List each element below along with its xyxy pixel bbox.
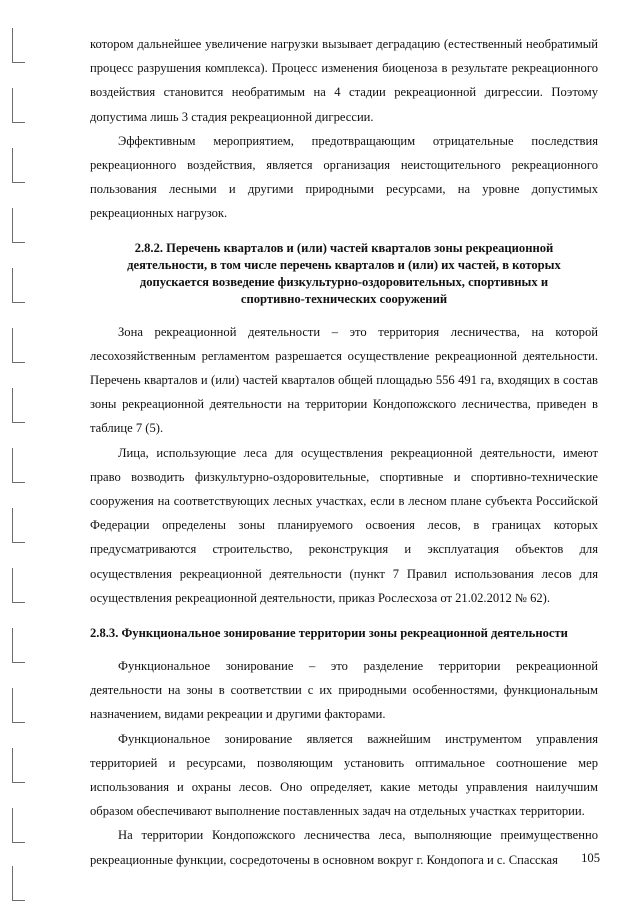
document-body <box>90 32 598 872</box>
binding-mark <box>12 866 25 901</box>
binding-mark <box>12 448 25 483</box>
section-title-2-8-3: 2.8.3. Функциональное зонирование территории зоны рекреационной деятельности <box>90 626 568 641</box>
binding-mark <box>12 748 25 783</box>
binding-mark <box>12 808 25 843</box>
binding-mark <box>12 208 25 243</box>
paragraph-zone-definition: Зона рекреационной деятельности – это территория лесничества, на которой лесохозяйственным регламентом разрешается осуществление рекреационной деятельности. Перечень кварталов и (или) частей кварталов общей площадью 556 491 га, входящих в состав зоны рекреационной деятельности на территории Кондопожского лесничества, приведен в таблице 7 (5). <box>90 324 598 436</box>
paragraph-zoning-definition: Функциональное зонирование – это разделение территории рекреационной деятельности на зоны в соответствии с их природными особенностями, функциональным назначением, видами рекреации и другими факторами. <box>90 659 598 722</box>
binding-mark <box>12 508 25 543</box>
binding-mark <box>12 88 25 123</box>
paragraph-construction-rights: Лица, использующие леса для осуществления рекреационной деятельности, имеют право возводить физкультурно-оздоровительные, спортивные и спортивно-технические сооружения на соответствующих лесных участках, если в лесном плане субъекта Российской Федерации определены зоны планируемого освоения лесов, в границах которых предусматриваются строительство, реконструкция и эксплуатация объектов для осуществления рекреационной деятельности (пункт 7 Правил использования лесов для осуществления рекреационной деятельности, приказ Рослесхоза от 21.02.2012 № 62). <box>90 445 598 605</box>
paragraph-effective-measure: Эффективным мероприятием, предотвращающим отрицательные последствия рекреационного воздействия, является организация неистощительного рекреационного пользования лесными и другими природными ресурсами, на уровне допустимых рекреационных нагрузок. <box>90 133 598 221</box>
binding-marks <box>0 0 40 905</box>
binding-mark <box>12 688 25 723</box>
binding-mark <box>12 28 25 63</box>
binding-mark <box>12 388 25 423</box>
binding-mark <box>12 148 25 183</box>
binding-mark <box>12 568 25 603</box>
binding-mark <box>12 628 25 663</box>
paragraph-continuation: котором дальнейшее увеличение нагрузки вызывает деградацию (естественный необратимый процесс разрушения комплекса). Процесс изменения биоценоза в результате рекреационного воздействия становится необратимым на 4 стадии рекреационной дигрессии. Поэтому допустима лишь 3 стадия рекреационной дигрессии. <box>90 37 598 124</box>
page-number: 105 <box>581 851 600 865</box>
section-title-2-8-2: 2.8.2. Перечень кварталов и (или) частей кварталов зоны рекреационной деятельности, в том числе перечень кварталов и (или) их частей, в которых допускается возведение физкультурно-оздоровительных, спортивных и спортивно-технических сооружений <box>127 240 561 306</box>
binding-mark <box>12 328 25 363</box>
binding-mark <box>12 268 25 303</box>
paragraph-kondopoga-forests: На территории Кондопожского лесничества леса, выполняющие преимущественно рекреационные функции, сосредоточены в основном вокруг г. Кондопога и с. Спасская <box>90 828 598 867</box>
paragraph-zoning-tool: Функциональное зонирование является важнейшим инструментом управления территорией и ресурсами, позволяющим установить оптимальное соотношение мер использования и охраны лесов. Оно определяет, какие методы управления наилучшим образом обеспечивают выполнение поставленных задач на отдельных участках территории. <box>90 731 598 819</box>
